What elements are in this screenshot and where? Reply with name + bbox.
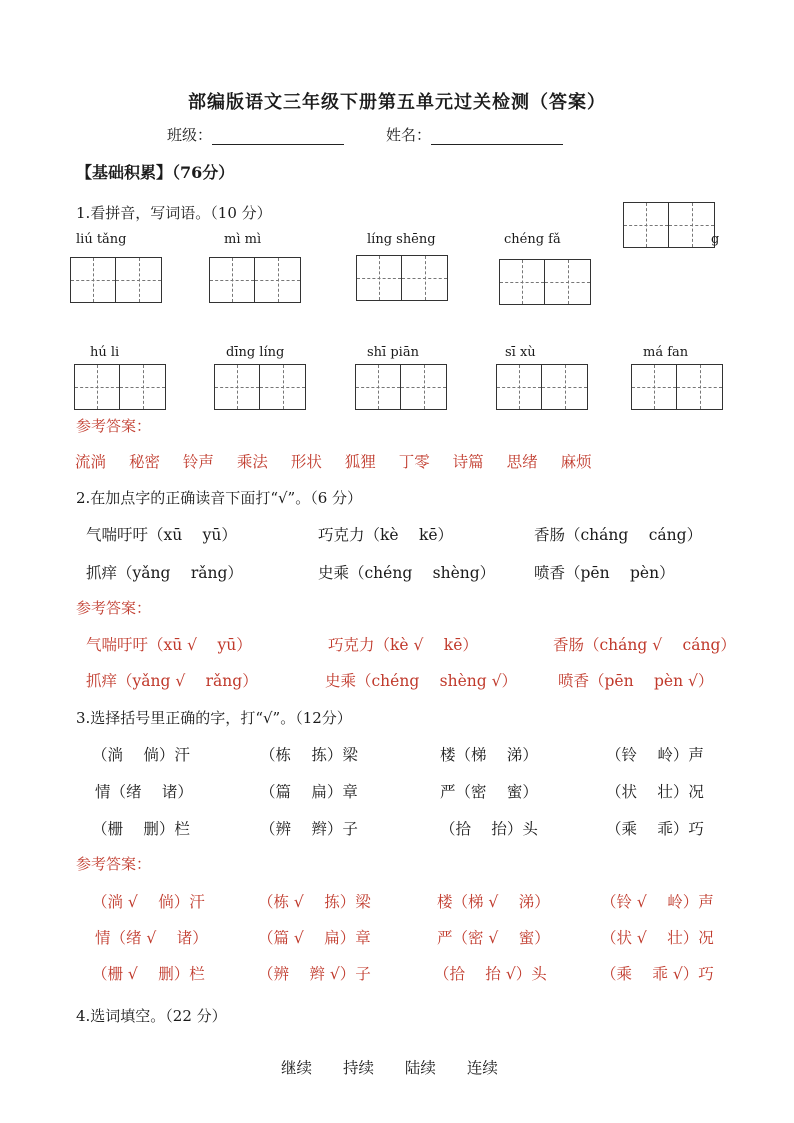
writing-grid-5[interactable] [74,364,166,410]
class-label: 班级： [167,126,213,144]
writing-grid-9[interactable] [631,364,723,410]
q3-answer: （辨 辫 √）子 [258,965,371,983]
class-blank [212,128,344,145]
q2-item: 史乘（chéng shèng） [318,564,496,582]
q4-title: 4.选词填空。（22 分） [76,1007,227,1025]
q2-answer-label: 参考答案： [76,599,152,617]
word-option: 继续 [281,1059,313,1077]
name-blank [431,128,563,145]
q3-item: （拾 抬）头 [440,820,538,838]
q3-answer: （篇 √ 扁）章 [258,929,371,947]
q2-item: 抓痒（yǎng rǎng） [86,564,243,582]
q1-answer [75,450,592,472]
q3-item: （铃 岭）声 [606,746,704,764]
q2-item: 香肠（cháng cáng） [534,526,703,544]
answer-word: 诗篇 [452,453,484,471]
q3-answer-label: 参考答案： [76,855,152,873]
q3-answer: （状 √ 壮）况 [601,929,714,947]
q3-item: （淌 倘）汗 [92,746,190,764]
writing-grid-extra [623,202,715,248]
q3-answer: 楼（梯 √ 涕） [437,893,550,911]
pinyin-6: dīng líng [226,345,285,360]
q2-answer: 抓痒（yǎng √ rǎng） [86,672,258,690]
q3-answer: （铃 √ 岭）声 [601,893,714,911]
q3-item: （栅 删）栏 [92,820,190,838]
writing-grid-2[interactable] [209,257,301,303]
pinyin-2: mì mì [224,232,262,247]
q2-answer: 气喘吁吁（xū √ yū） [86,636,252,654]
page-title: 部编版语文三年级下册第五单元过关检测（答案） [188,92,606,113]
class-field [167,124,344,145]
q3-item: 情（绪 诸） [95,783,193,801]
pinyin-9: má fan [643,345,689,360]
writing-grid-8[interactable] [496,364,588,410]
pinyin-1: liú tǎng [76,232,127,247]
pinyin-7: shī piān [367,345,419,360]
name-label: 姓名： [386,126,432,144]
q2-item: 巧克力（kè kē） [318,526,454,544]
writing-grid-6[interactable] [214,364,306,410]
answer-word: 流淌 [75,453,107,471]
q2-answer: 巧克力（kè √ kē） [328,636,478,654]
q2-title: 2.在加点字的正确读音下面打“√”。（6 分） [76,489,363,507]
writing-grid-1[interactable] [70,257,162,303]
writing-grid-3[interactable] [356,255,448,301]
pinyin-8: sī xù [505,345,536,360]
q2-answer: 喷香（pēn pèn √） [558,672,714,690]
q2-item: 喷香（pēn pèn） [534,564,675,582]
q2-answer: 史乘（chéng shèng √） [325,672,517,690]
answer-word: 丁零 [398,453,430,471]
answer-word: 铃声 [182,453,214,471]
answer-word: 麻烦 [560,453,592,471]
pinyin-3: líng shēng [367,232,436,247]
answer-word: 乘法 [236,453,268,471]
writing-grid-7[interactable] [355,364,447,410]
q3-answer: （拾 抬 √）头 [434,965,547,983]
word-option: 连续 [466,1059,498,1077]
q3-answer: （栋 √ 拣）梁 [258,893,371,911]
answer-word: 思绪 [506,453,538,471]
q3-item: （栋 拣）梁 [260,746,358,764]
q3-item: 楼（梯 涕） [440,746,538,764]
answer-word: 狐狸 [344,453,376,471]
q3-item: （状 壮）况 [606,783,704,801]
q3-answer: （栅 √ 删）栏 [92,965,205,983]
q2-item: 气喘吁吁（xū yū） [86,526,237,544]
word-bank [281,1056,498,1078]
pinyin-4: chéng fǎ [504,232,561,247]
answer-word: 形状 [290,453,322,471]
q3-answer: 严（密 √ 蜜） [437,929,550,947]
q3-answer: 情（绪 √ 诸） [95,929,208,947]
q3-item: （乘 乖）巧 [606,820,704,838]
answer-word: 秘密 [128,453,160,471]
q1-answer-label: 参考答案： [76,417,152,435]
writing-grid-4[interactable] [499,259,591,305]
q3-answer: （淌 √ 倘）汗 [92,893,205,911]
pinyin-5: hú li [90,345,120,360]
section-basic: 【基础积累】（76分） [76,163,235,182]
word-option: 陆续 [404,1059,436,1077]
word-option: 持续 [342,1059,374,1077]
name-field [386,124,563,145]
q3-item: （辨 辫）子 [260,820,358,838]
q1-title: 1.看拼音，写词语。（10 分） [76,204,272,222]
q3-answer: （乘 乖 √）巧 [601,965,714,983]
q3-title: 3.选择括号里正确的字，打“√”。（12分） [76,709,352,727]
q3-item: （篇 扁）章 [260,783,358,801]
q3-item: 严（密 蜜） [440,783,538,801]
stray-char: g [711,232,720,247]
q2-answer: 香肠（cháng √ cáng） [553,636,736,654]
